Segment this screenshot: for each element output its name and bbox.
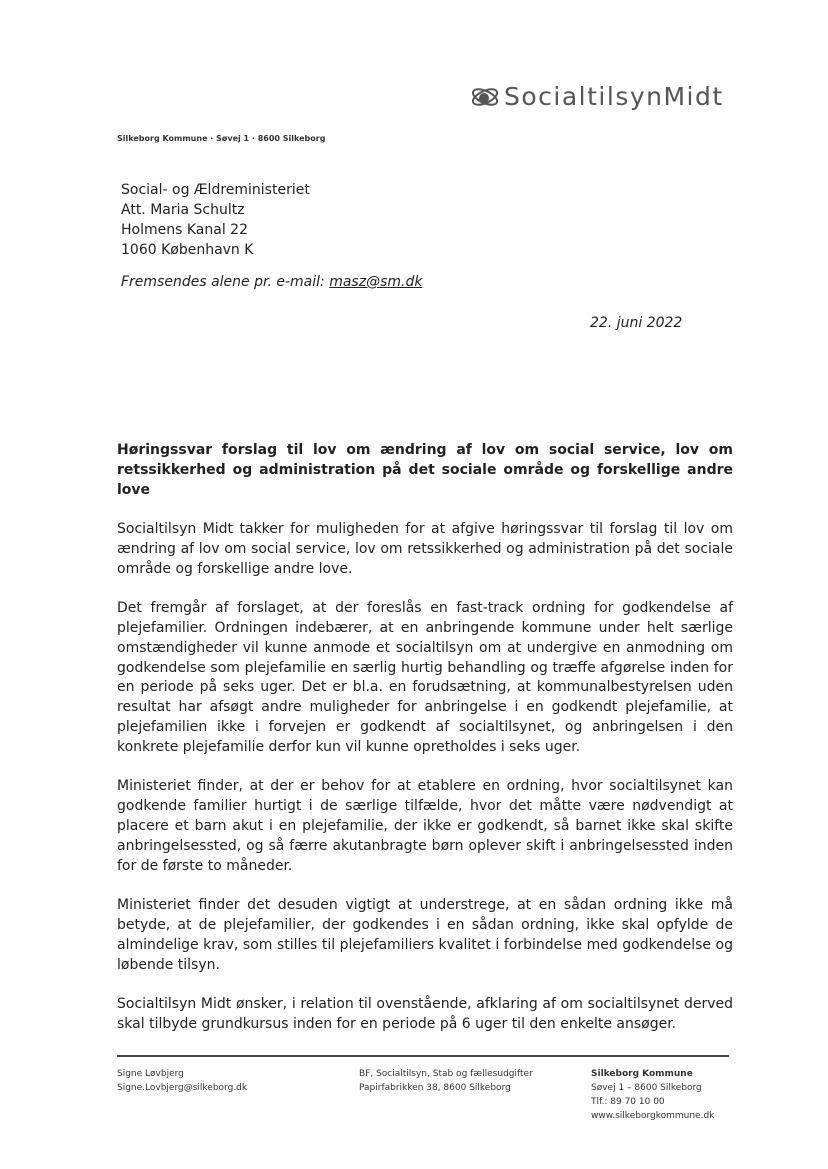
- org-website[interactable]: www.silkeborgkommune.dk: [591, 1111, 715, 1121]
- atom-logo-icon: [470, 84, 500, 110]
- footer-organization: [591, 1067, 714, 1123]
- footer-divider: [117, 1055, 729, 1057]
- logo-text: SocialtilsynMidt: [504, 82, 724, 111]
- department-name: BF, Socialtilsyn, Stab og fællesudgifter: [359, 1069, 533, 1079]
- logo: [470, 82, 724, 111]
- footer-contact: [117, 1067, 247, 1095]
- sender-line: Silkeborg Kommune · Søvej 1 · 8600 Silkeborg: [117, 134, 326, 143]
- recipient-line: 1060 København K: [121, 242, 254, 258]
- delivery-note: [121, 274, 422, 290]
- paragraph: Socialtilsyn Midt takker for muligheden for at afgive høringssvar til forslag til lov om ændring af lov om social service, lov om retssikkerhed og administration på det sociale område og forskellige andre love.: [117, 521, 733, 577]
- org-name: Silkeborg Kommune: [591, 1069, 693, 1079]
- delivery-text: Fremsendes alene pr. e-mail:: [121, 274, 330, 290]
- letter-heading: Høringssvar forslag til lov om ændring af lov om social service, lov om retssikkerhed og administration på det sociale område og forskellige andre love: [117, 442, 733, 498]
- paragraph: Socialtilsyn Midt ønsker, i relation til ovenstående, afklaring af om socialtilsynet derved skal tilbyde grundkursus inden for en periode på 6 uger til den enkelte ansøger.: [117, 996, 733, 1032]
- department-address: Papirfabrikken 38, 8600 Silkeborg: [359, 1083, 511, 1093]
- letter-body: [117, 440, 733, 1055]
- paragraph: Ministeriet finder det desuden vigtigt at understrege, at en sådan ordning ikke må betyde, at de plejefamilier, der godkendes i en sådan ordning, ikke skal opfylde de almindelige krav, som stilles til plejefamiliers kvalitet i forbindelse med godkendelse og løbende tilsyn.: [117, 897, 733, 973]
- recipient-address: [121, 180, 310, 260]
- contact-email[interactable]: Signe.Lovbjerg@silkeborg.dk: [117, 1083, 248, 1093]
- recipient-line: Social- og Ældreministeriet: [121, 182, 310, 198]
- letter-date: 22. juni 2022: [590, 315, 683, 331]
- contact-name: Signe Løvbjerg: [117, 1069, 184, 1079]
- email-link[interactable]: masz@sm.dk: [329, 274, 423, 290]
- footer-department: [359, 1067, 533, 1095]
- paragraph: Det fremgår af forslaget, at der foreslås en fast-track ordning for godkendelse af plejefamilier. Ordningen indebærer, at en anbringende kommune under helt særlige omstændigheder vil kunne anmode et socialtilsyn om at undergive en anmodning om godkendelse som plejefamilie en særlig hurtig behandling og træffe afgørelse inden for en periode på seks uger. Det er bl.a. en forudsætning, at kommunalbestyrelsen uden resultat har afsøgt andre muligheder for anbringelse i en godkendt plejefamilie, at plejefamilien ikke i forvejen er godkendt af socialtilsynet, og anbringelsen i den konkrete plejefamilie derfor kun vil kunne opretholdes i seks uger.: [117, 600, 733, 755]
- paragraph: Ministeriet finder, at der er behov for at etablere en ordning, hvor socialtilsynet kan godkende familier hurtigt i de særlige tilfælde, hvor det måtte være nødvendigt at placere et barn akut i en plejefamilie, der ikke er godkendt, så barnet ikke skal skifte anbringelsessted, og så færre akutanbragte børn oplever skift i anbringelsessted inden for de første to måneder.: [117, 778, 733, 874]
- org-address: Søvej 1 – 8600 Silkeborg: [591, 1083, 702, 1093]
- recipient-line: Holmens Kanal 22: [121, 222, 248, 238]
- org-phone: Tlf.: 89 70 10 00: [591, 1097, 665, 1107]
- recipient-line: Att. Maria Schultz: [121, 202, 245, 218]
